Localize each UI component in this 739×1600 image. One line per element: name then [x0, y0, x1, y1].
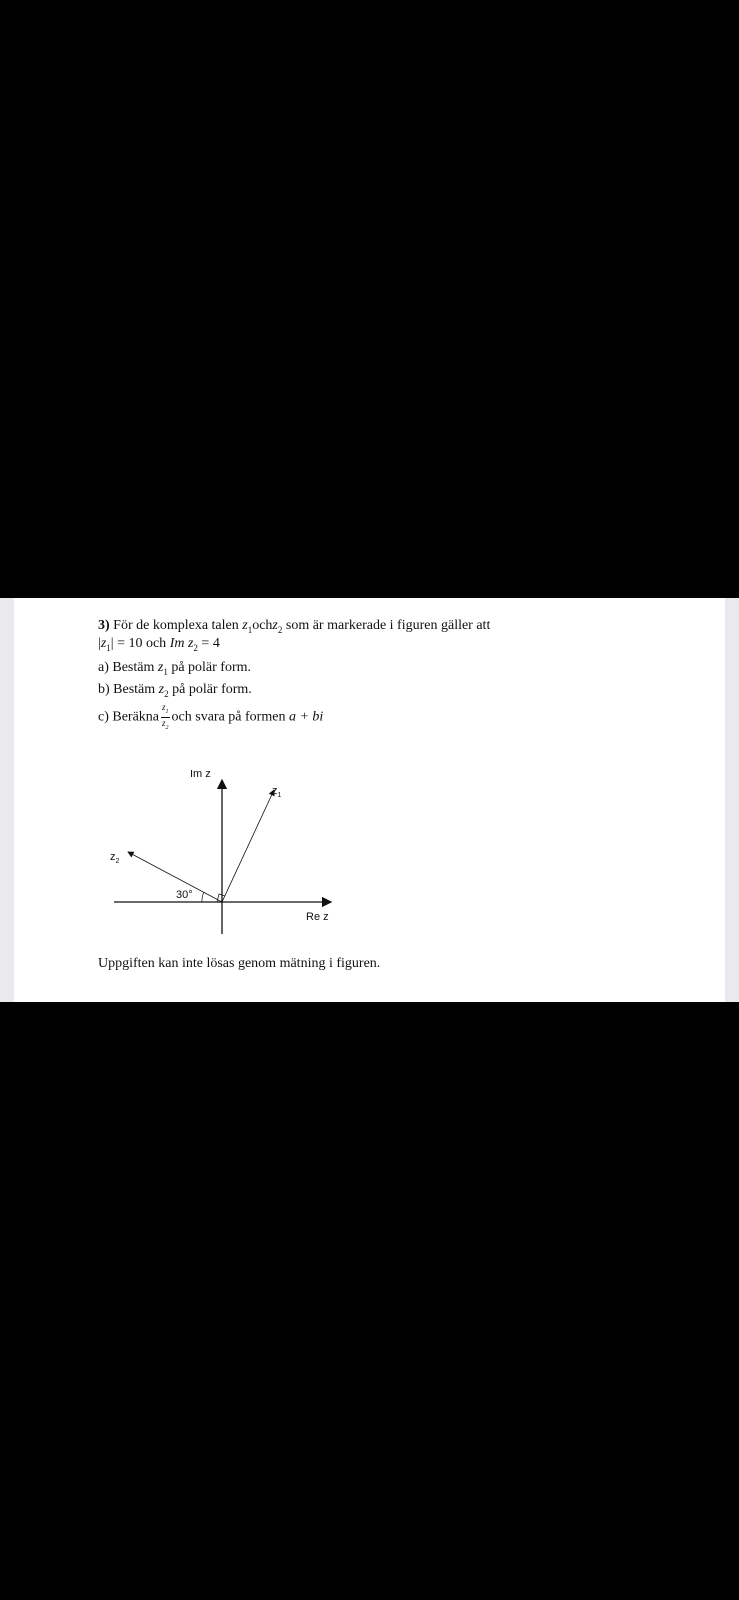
im-axis-label: Im z: [190, 770, 211, 780]
im-operator: Im: [169, 636, 185, 651]
part-b: [98, 682, 252, 702]
z2-subscript: 2: [164, 688, 169, 699]
z1-symbol: z: [157, 660, 164, 675]
z2-label: $z_2$: [110, 851, 120, 865]
z2-symbol: z: [162, 717, 166, 728]
complex-plane-figure: [94, 770, 354, 954]
z1-subscript: 1: [106, 642, 111, 653]
footer-note: Uppgiften kan inte lösas genom mätning i figuren.: [98, 956, 381, 971]
part-c-prefix: c) Beräkna: [98, 709, 160, 725]
z2-vector: [128, 852, 222, 902]
part-a-suffix: på polär form.: [171, 660, 252, 675]
z1-subscript: 1: [247, 624, 253, 635]
problem-number: 3): [98, 618, 110, 633]
z2-subscript: 2: [193, 642, 198, 653]
z1-subscript: 1: [165, 708, 169, 715]
part-a-prefix: a) Bestäm: [98, 660, 155, 675]
z1-symbol: z: [100, 636, 107, 651]
z1-symbol: z: [242, 618, 248, 633]
document-view: [0, 598, 739, 1002]
abs-condition: | = 10 och: [110, 636, 167, 651]
z1-vector: [222, 790, 274, 902]
och-word: och: [252, 618, 273, 633]
z2-symbol: z: [272, 618, 278, 633]
part-c: [98, 702, 323, 733]
z1-symbol: z: [162, 702, 166, 712]
angle-arc: [202, 892, 204, 902]
z2-subscript: 2: [165, 724, 169, 731]
form-expression: a + bi: [288, 709, 324, 725]
part-b-prefix: b) Bestäm: [98, 682, 156, 697]
problem-statement-line1: [98, 618, 490, 638]
z2-symbol: z: [158, 682, 165, 697]
z2-symbol: z: [187, 636, 194, 651]
intro-text: För de komplexa talen: [113, 618, 239, 633]
im-condition-value: = 4: [201, 636, 220, 651]
part-a: [98, 660, 251, 680]
part-b-suffix: på polär form.: [172, 682, 252, 697]
exercise-page: [14, 598, 725, 1002]
part-c-suffix: och svara på formen: [171, 709, 286, 725]
angle-label: 30°: [176, 889, 193, 901]
fraction-z1-over-z2: [161, 702, 170, 733]
z1-label: $z_1$: [272, 785, 282, 799]
abs-open: |: [98, 636, 101, 651]
re-axis-label: Re z: [306, 911, 329, 923]
problem-statement-line2: [98, 636, 220, 656]
intro-text-end: som är markerade i figuren gäller att: [285, 618, 491, 633]
z1-subscript: 1: [163, 666, 168, 677]
z2-subscript: 2: [277, 624, 283, 635]
